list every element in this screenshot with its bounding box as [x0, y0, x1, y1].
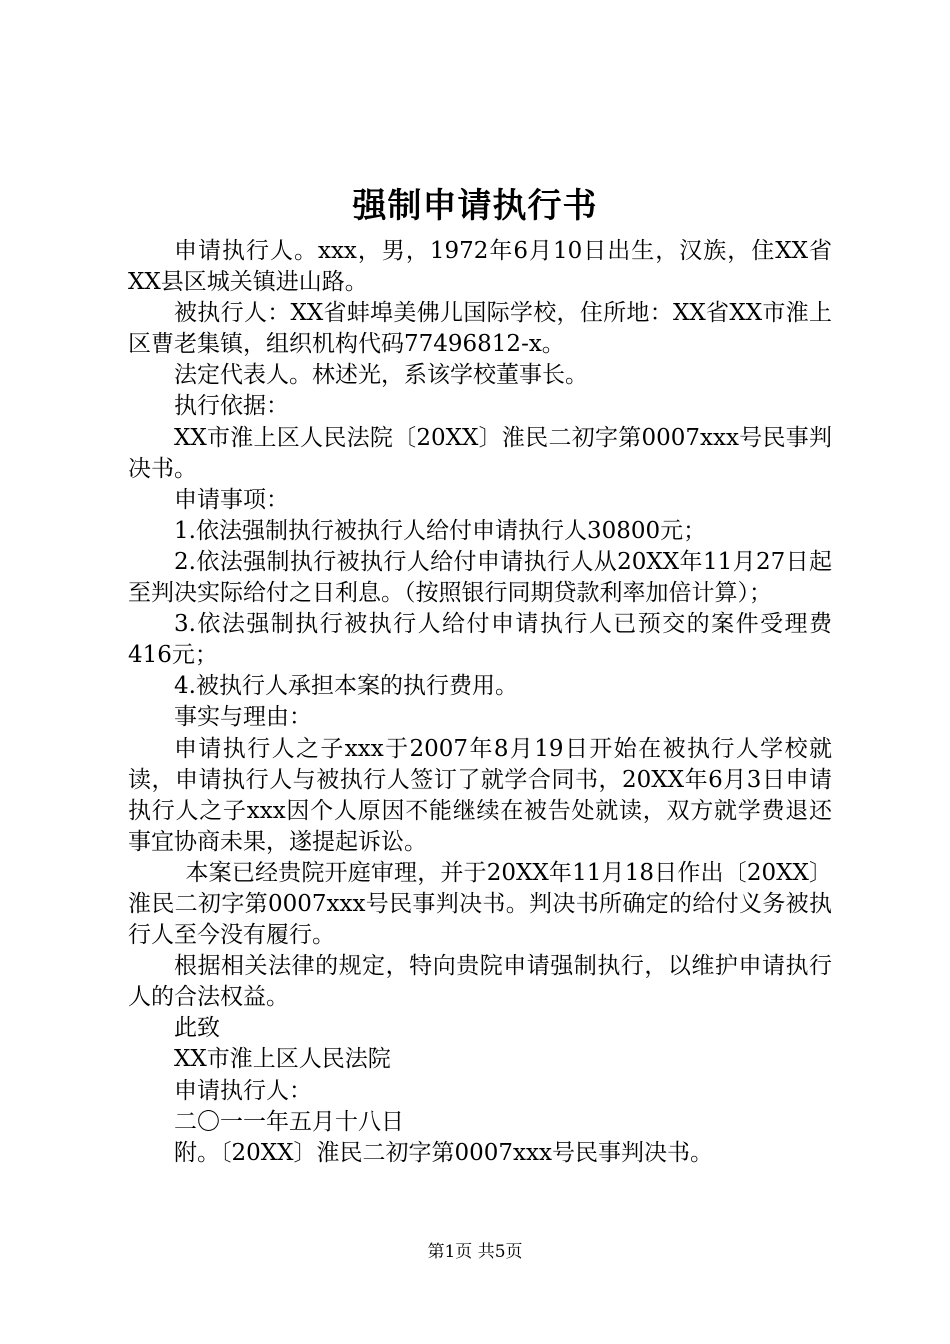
document-title: 强制申请执行书 — [352, 186, 598, 226]
heading-application-items: 申请事项： — [174, 486, 289, 513]
paragraph-respondent: 被执行人：XX省蚌埠美佛儿国际学校，住所地：XX省XX市淮上区曹老集镇，组织机构代码77496812-x。 — [128, 300, 832, 358]
document-body — [128, 236, 832, 1169]
paragraph-legal-representative: 法定代表人。林述光，系该学校董事长。 — [174, 362, 588, 389]
closing-date: 二〇一一年五月十八日 — [174, 1108, 404, 1135]
application-item-3: 3.依法强制执行被执行人给付申请执行人已预交的案件受理费416元； — [128, 611, 832, 669]
closing-court: XX市淮上区人民法院 — [174, 1046, 391, 1073]
application-item-1: 1.依法强制执行被执行人给付申请执行人30800元； — [174, 517, 707, 544]
paragraph-applicant: 申请执行人。xxx，男，1972年6月10日出生，汉族，住XX省XX县区城关镇进山路。 — [128, 238, 832, 296]
paragraph-facts: 申请执行人之子xxx于2007年8月19日开始在被执行人学校就读，申请执行人与被执行人签订了就学合同书，20XX年6月3日申请执行人之子xxx因个人原因不能继续在被告处就读，双方就学费退还事宜协商未果，遂提起诉讼。 — [128, 735, 832, 855]
heading-execution-basis: 执行依据： — [174, 393, 289, 420]
closing-applicant: 申请执行人： — [174, 1077, 312, 1104]
attachment-note: 附。〔20XX〕淮民二初字第0007xxx号民事判决书。 — [174, 1139, 713, 1166]
closing-salutation: 此致 — [174, 1015, 220, 1042]
paragraph-trial: 本案已经贵院开庭审理，并于20XX年11月18日作出〔20XX〕淮民二初字第0007xxx号民事判决书。判决书所确定的给付义务被执行人至今没有履行。 — [128, 859, 832, 949]
page-footer: 第1页 共5页 — [427, 1242, 523, 1262]
heading-facts-reasons: 事实与理由： — [174, 704, 312, 731]
paragraph-execution-basis: XX市淮上区人民法院〔20XX〕淮民二初字第0007xxx号民事判决书。 — [128, 424, 832, 482]
application-item-2: 2.依法强制执行被执行人给付申请执行人从20XX年11月27日起至判决实际给付之日利息。（按照银行同期贷款利率加倍计算）； — [128, 548, 832, 607]
application-item-4: 4.被执行人承担本案的执行费用。 — [174, 673, 518, 700]
paragraph-request: 根据相关法律的规定，特向贵院申请强制执行，以维护申请执行人的合法权益。 — [128, 953, 832, 1011]
